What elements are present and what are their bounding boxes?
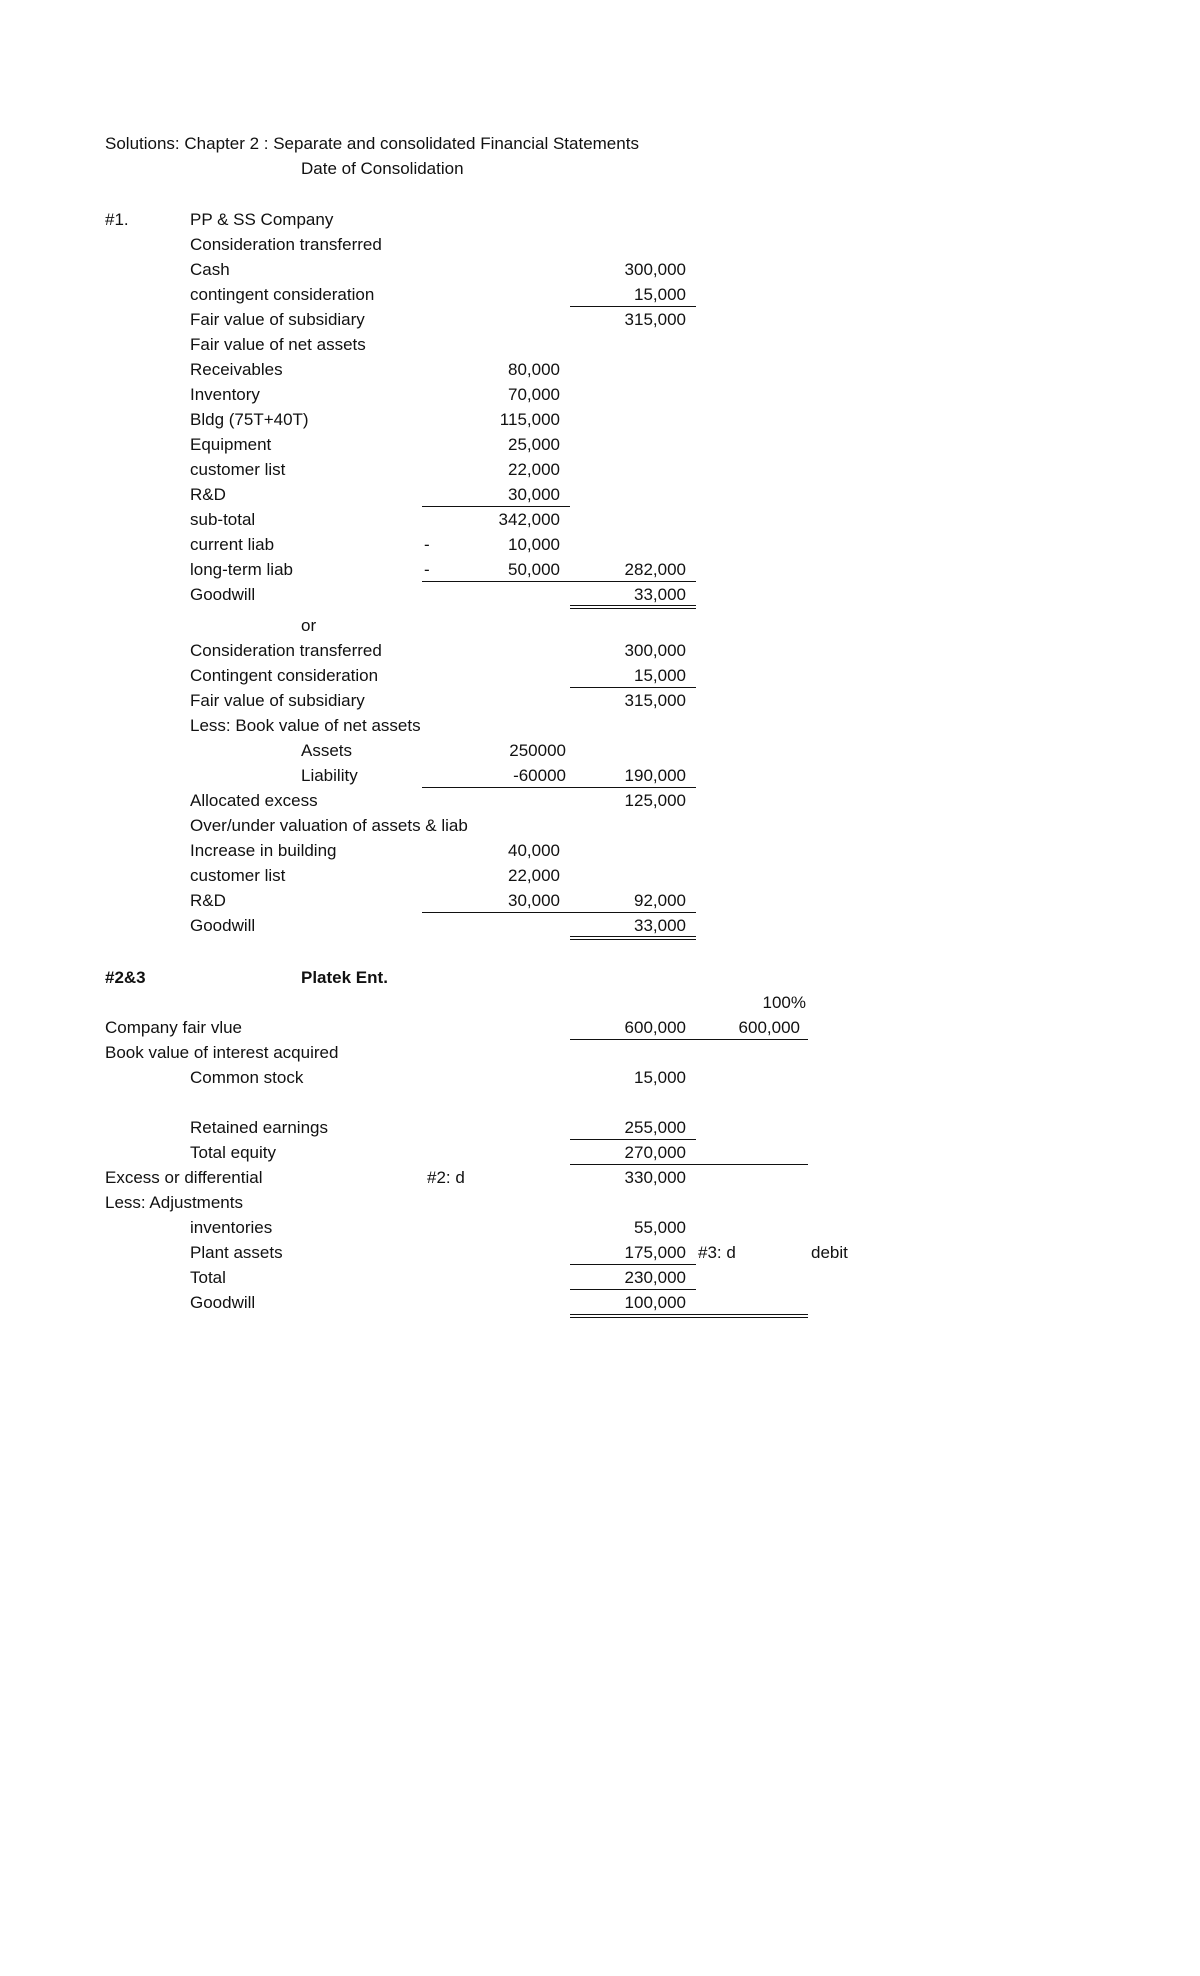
goodwill-value: 33,000: [634, 916, 686, 935]
asset-value: 22,000: [508, 460, 560, 479]
underline: [570, 912, 696, 913]
page-subtitle: Date of Consolidation: [301, 159, 464, 178]
row-value: -60000: [513, 766, 566, 785]
row-value: 230,000: [624, 1268, 686, 1287]
company-name: Platek Ent.: [301, 968, 388, 987]
row-label: Consideration transferred: [190, 641, 382, 660]
section-heading: Less: Adjustments: [105, 1193, 243, 1212]
row-label: Fair value of subsidiary: [190, 691, 365, 710]
asset-label: customer list: [190, 460, 286, 479]
asset-label: R&D: [190, 485, 226, 504]
percent-header: 100%: [762, 993, 806, 1012]
answer-note: #3: d: [698, 1243, 736, 1262]
section-heading: Over/under valuation of assets & liab: [190, 816, 468, 835]
section-heading: Less: Book value of net assets: [190, 716, 421, 735]
row-value: 15,000: [634, 666, 686, 685]
row-label: Retained earnings: [190, 1118, 328, 1137]
row-value: 10,000: [508, 535, 560, 554]
row-value: 190,000: [624, 766, 686, 785]
row-label: Goodwill: [190, 585, 256, 604]
underline: [422, 787, 570, 788]
problem-number: #2&3: [105, 968, 146, 987]
section-heading: Fair value of net assets: [190, 335, 366, 354]
row-label: Total: [190, 1268, 226, 1287]
row-value: 50,000: [508, 560, 560, 579]
section-heading: Book value of interest acquired: [105, 1043, 339, 1062]
double-underline: [570, 605, 696, 609]
row-label: Liability: [301, 766, 358, 785]
row-label: Cash: [190, 260, 230, 279]
company-name: PP & SS Company: [190, 210, 334, 229]
goodwill-value: 100,000: [624, 1293, 686, 1312]
underline: [570, 1139, 696, 1140]
row-value: 40,000: [508, 841, 560, 860]
underline: [570, 1289, 696, 1290]
goodwill-value: 33,000: [634, 585, 686, 604]
asset-label: Inventory: [190, 385, 260, 404]
row-value: 55,000: [634, 1218, 686, 1237]
row-value: 250000: [509, 741, 566, 760]
row-label: Plant assets: [190, 1243, 283, 1262]
asset-value: 115,000: [499, 410, 560, 429]
underline: [422, 912, 570, 913]
row-value: 300,000: [624, 641, 686, 660]
row-value: 300,000: [624, 260, 686, 279]
double-underline: [570, 1314, 808, 1318]
row-value: 255,000: [624, 1118, 686, 1137]
row-label: Contingent consideration: [190, 666, 379, 685]
row-label: Allocated excess: [190, 791, 318, 810]
asset-label: Equipment: [190, 435, 272, 454]
asset-value: 70,000: [508, 385, 560, 404]
row-label: inventories: [190, 1218, 273, 1237]
row-value: 125,000: [624, 791, 686, 810]
row-label: Common stock: [190, 1068, 304, 1087]
row-value: 30,000: [508, 891, 560, 910]
row-value: 600,000: [624, 1018, 686, 1037]
debit-note: debit: [811, 1243, 848, 1262]
asset-value: 80,000: [508, 360, 560, 379]
underline: [570, 1164, 808, 1165]
asset-label: Receivables: [190, 360, 283, 379]
row-label: Company fair vlue: [105, 1018, 243, 1037]
row-value: 175,000: [624, 1243, 686, 1262]
double-underline: [570, 936, 696, 940]
section-heading: Consideration transferred: [190, 235, 382, 254]
row-value: 15,000: [634, 1068, 686, 1087]
asset-value: 30,000: [508, 485, 560, 504]
row-value: 315,000: [624, 310, 686, 329]
row-label: Total equity: [190, 1143, 276, 1162]
row-label: current liab: [190, 535, 275, 554]
row-label: R&D: [190, 891, 226, 910]
asset-label: Bldg (75T+40T): [190, 410, 309, 429]
underline: [422, 581, 570, 582]
row-label: Excess or differential: [105, 1168, 263, 1187]
row-label: Fair value of subsidiary: [190, 310, 365, 329]
or-label: or: [301, 616, 317, 635]
asset-value: 25,000: [508, 435, 560, 454]
row-value: 315,000: [624, 691, 686, 710]
underline: [570, 787, 696, 788]
row-label: Goodwill: [190, 916, 256, 935]
row-value: 600,000: [738, 1018, 800, 1037]
page-title: Solutions: Chapter 2 : Separate and consolidated Financial Statements: [105, 134, 639, 153]
answer-note: #2: d: [427, 1168, 465, 1187]
minus-sign: -: [424, 535, 430, 554]
row-value: 15,000: [634, 285, 686, 304]
problem-number: #1.: [105, 210, 129, 229]
row-label: sub-total: [190, 510, 256, 529]
row-label: Increase in building: [190, 841, 337, 860]
row-value: 270,000: [624, 1143, 686, 1162]
row-value: 22,000: [508, 866, 560, 885]
row-value: 92,000: [634, 891, 686, 910]
minus-sign: -: [424, 560, 430, 579]
underline: [570, 1264, 696, 1265]
row-label: Assets: [301, 741, 353, 760]
row-label: long-term liab: [190, 560, 293, 579]
row-value: 330,000: [624, 1168, 686, 1187]
row-label: contingent consideration: [190, 285, 375, 304]
underline: [570, 687, 696, 688]
row-value: 282,000: [624, 560, 686, 579]
underline: [570, 581, 696, 582]
row-value: 342,000: [498, 510, 560, 529]
row-label: Goodwill: [190, 1293, 256, 1312]
underline: [570, 306, 696, 307]
row-label: customer list: [190, 866, 286, 885]
underline: [422, 506, 570, 507]
underline: [570, 1039, 808, 1040]
